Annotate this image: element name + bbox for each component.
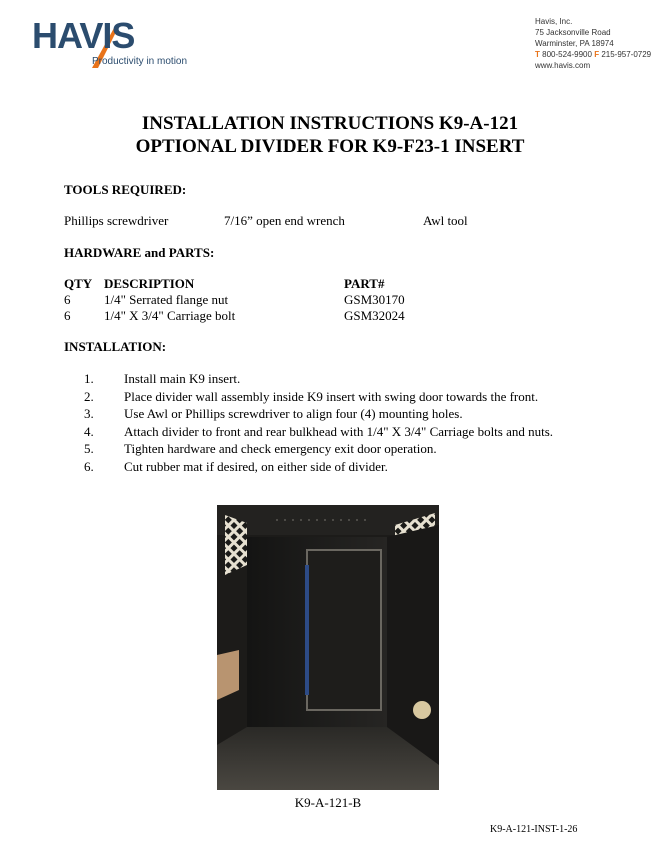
phone-number: 800-524-9900 — [542, 50, 592, 59]
photo-caption: K9-A-121-B — [294, 795, 362, 810]
document-id: K9-A-121-INST-1-26 — [490, 824, 578, 835]
phone-label: T — [535, 50, 540, 59]
step-number: 6. — [84, 458, 94, 474]
row-qty: 6 — [64, 292, 71, 307]
company-city: Warminster, PA 18974 — [535, 39, 614, 48]
column-part: PART# — [344, 276, 385, 291]
tools-heading: TOOLS REQUIRED: — [64, 182, 187, 197]
product-photo — [217, 505, 439, 790]
step-number: 3. — [84, 406, 94, 421]
step-text: Attach divider to front and rear bulkhead with 1/4" X 3/4" Carriage bolts and nuts. — [124, 423, 554, 439]
tool-item: 7/16” open end wrench — [224, 213, 345, 228]
hardware-heading: HARDWARE and PARTS: — [64, 245, 215, 260]
step-text: Use Awl or Phillips screwdriver to align four (4) mounting holes. — [124, 406, 463, 421]
company-phone-line — [535, 49, 651, 60]
company-street: 75 Jacksonville Road — [535, 28, 611, 37]
column-description: DESCRIPTION — [104, 276, 195, 291]
company-address — [535, 16, 651, 71]
installation-heading: INSTALLATION: — [64, 339, 167, 354]
step-text: Install main K9 insert. — [124, 371, 241, 386]
row-description: 1/4" Serrated flange nut — [104, 292, 229, 307]
document-title: INSTALLATION INSTRUCTIONS K9-A-121 — [141, 113, 519, 134]
document-subtitle: OPTIONAL DIVIDER FOR K9-F23-1 INSERT — [135, 136, 525, 157]
row-part: GSM30170 — [344, 292, 405, 307]
company-website: www.havis.com — [535, 61, 591, 70]
step-number: 5. — [84, 441, 94, 456]
tool-item: Phillips screwdriver — [64, 213, 169, 228]
fax-number: 215-957-0729 — [601, 50, 652, 59]
step-text: Place divider wall assembly inside K9 insert with swing door towards the front. — [124, 388, 539, 404]
tool-item: Awl tool — [423, 213, 468, 228]
divider-photo-illustration — [217, 505, 439, 790]
logo-wordmark: HAVIS — [32, 15, 135, 56]
row-part: GSM32024 — [344, 308, 405, 323]
company-name: Havis, Inc. — [535, 17, 573, 26]
step-text: Tighten hardware and check emergency exit door operation. — [124, 441, 437, 456]
step-number: 2. — [84, 388, 94, 404]
row-qty: 6 — [64, 308, 71, 323]
havis-logo — [32, 15, 202, 72]
column-qty: QTY — [64, 276, 93, 291]
logo-tagline: Productivity in motion — [92, 56, 188, 67]
row-description: 1/4" X 3/4" Carriage bolt — [104, 308, 236, 323]
step-number: 4. — [84, 423, 94, 439]
fax-label: F — [594, 50, 600, 59]
step-number: 1. — [84, 371, 94, 386]
step-text: Cut rubber mat if desired, on either side of divider. — [124, 458, 388, 474]
